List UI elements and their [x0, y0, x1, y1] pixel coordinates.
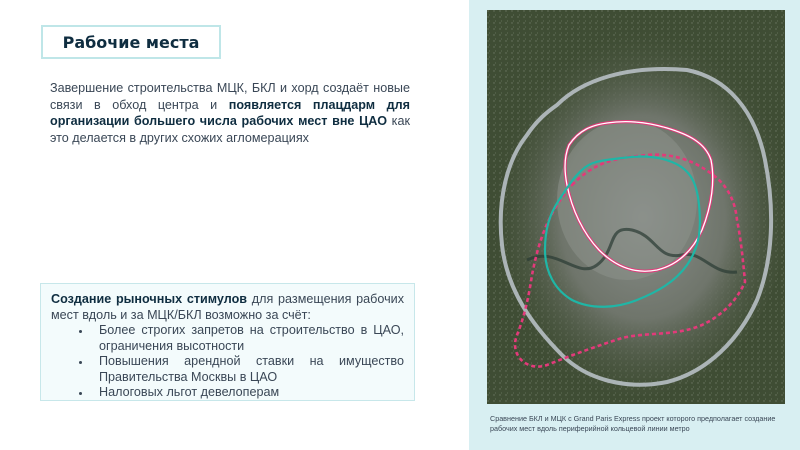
satellite-map — [487, 10, 785, 404]
intro-text-part2: как это делается в других схожих агломерациях — [50, 114, 410, 145]
intro-text-part1: Завершение строительства МЦК, БКЛ и хорд создаёт новые связи в обход центра и — [50, 81, 410, 112]
intro-text-bold: появляется плацдарм для организации большего числа рабочих мест вне ЦАО — [50, 97, 410, 128]
stimuli-list — [51, 323, 404, 401]
stimuli-lead-rest: для размещения рабочих мест вдоль и за МЦК/БКЛ возможно за счёт: — [51, 292, 404, 322]
stimuli-card — [40, 283, 415, 401]
intro-paragraph — [50, 80, 410, 146]
list-item: • Повышения арендной ставки на имущество Правительства Москвы в ЦАО — [91, 354, 404, 385]
stimuli-lead-bold: Создание рыночных стимулов — [51, 292, 248, 306]
map-caption: Сравнение БКЛ и МЦК с Grand Paris Express проект которого предполагает создание рабочих мест вдоль периферийной кольцевой линии метро — [490, 414, 776, 433]
list-item: • Более строгих запретов на строительство в ЦАО, ограничения высотности — [91, 323, 404, 354]
page-title: Рабочие места — [62, 32, 200, 52]
title-box — [41, 25, 221, 59]
stimuli-lead — [51, 292, 404, 323]
list-item: • Налоговых льгот девелоперам — [91, 385, 404, 401]
